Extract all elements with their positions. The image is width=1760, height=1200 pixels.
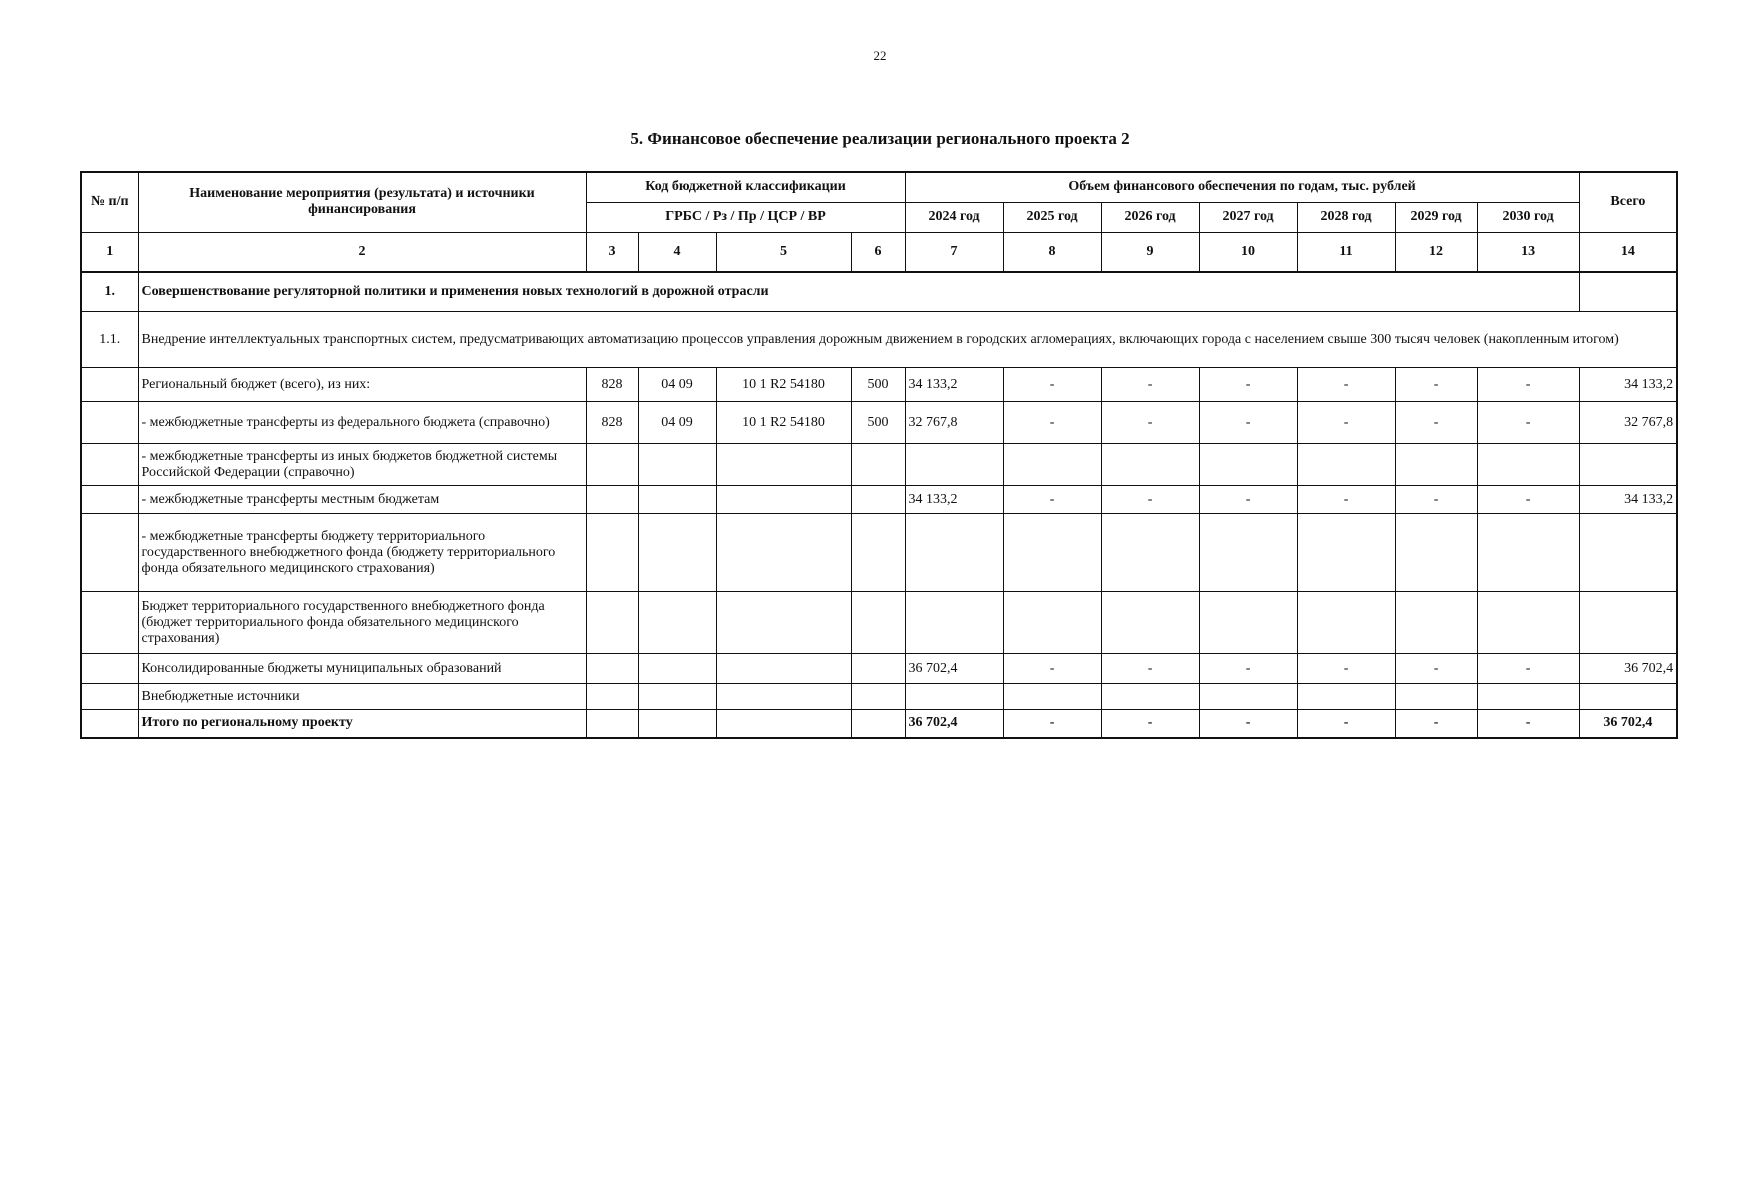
row-num-cell [81,486,138,514]
row-num-cell [81,684,138,710]
header-year: 2025 год [1003,202,1101,232]
year-value: - [1395,486,1477,514]
year-value: - [1395,402,1477,444]
row-num-cell [81,402,138,444]
year-value: - [1003,402,1101,444]
year-value: - [1477,402,1579,444]
header-year: 2027 год [1199,202,1297,232]
code-csr [716,654,851,684]
year-value: - [1297,402,1395,444]
code-grbs [586,486,638,514]
row-total [1579,684,1677,710]
year-value: - [1477,486,1579,514]
year-value [1297,514,1395,592]
row-source-name: - межбюджетные трансферты бюджету территориального государственного внебюджетного фонда (бюджету территориального фонда обязательного медицинского страхования) [138,514,586,592]
column-number: 3 [586,232,638,272]
financing-table [80,171,1678,739]
year-value: - [1101,486,1199,514]
code-vr: 500 [851,402,905,444]
value-2024 [905,592,1003,654]
code-csr: 10 1 R2 54180 [716,368,851,402]
row-source-name: Бюджет территориального государственного внебюджетного фонда (бюджет территориального фонда обязательного медицинского страхования) [138,592,586,654]
column-number: 10 [1199,232,1297,272]
code-grbs [586,592,638,654]
year-value: - [1477,654,1579,684]
year-value [1297,592,1395,654]
column-number: 11 [1297,232,1395,272]
row-source-name: Консолидированные бюджеты муниципальных образований [138,654,586,684]
section-title: Совершенствование регуляторной политики и применения новых технологий в дорожной отрасли [138,272,1579,312]
code-rz-pr [638,684,716,710]
year-value [1395,684,1477,710]
row-source-name: - межбюджетные трансферты из федерального бюджета (справочно) [138,402,586,444]
header-code-group: Код бюджетной классификации [586,172,905,202]
header-total: Всего [1579,172,1677,232]
column-number: 1 [81,232,138,272]
value-2024: 34 133,2 [905,486,1003,514]
code-vr [851,654,905,684]
column-number: 4 [638,232,716,272]
header-year: 2030 год [1477,202,1579,232]
table-row [81,654,1677,684]
code-rz-pr [638,654,716,684]
code-rz-pr [638,514,716,592]
section-num: 1. [81,272,138,312]
code-csr [716,486,851,514]
row-num-cell [81,514,138,592]
code-vr [851,486,905,514]
value-2024 [905,444,1003,486]
row-num-cell [81,654,138,684]
table-row [81,444,1677,486]
value-2024: 32 767,8 [905,402,1003,444]
column-number: 13 [1477,232,1579,272]
code-grbs [586,514,638,592]
header-year: 2028 год [1297,202,1395,232]
total-value: - [1003,710,1101,738]
year-value [1101,684,1199,710]
row-source-name: - межбюджетные трансферты из иных бюджетов бюджетной системы Российской Федерации (справочно) [138,444,586,486]
code-rz-pr [638,592,716,654]
year-value [1395,514,1477,592]
total-row [81,710,1677,738]
code-csr [716,514,851,592]
table-header [81,172,1677,232]
column-number: 5 [716,232,851,272]
year-value: - [1003,654,1101,684]
header-num: № п/п [81,172,138,232]
subsection-num: 1.1. [81,312,138,368]
header-code-sub: ГРБС / Рз / Пр / ЦСР / ВР [586,202,905,232]
value-2024: 36 702,4 [905,654,1003,684]
table-row [81,514,1677,592]
year-value: - [1101,654,1199,684]
code-rz-pr: 04 09 [638,402,716,444]
row-num-cell [81,592,138,654]
year-value [1199,444,1297,486]
year-value [1199,684,1297,710]
total-value: - [1297,710,1395,738]
row-total: 34 133,2 [1579,486,1677,514]
column-number: 14 [1579,232,1677,272]
year-value: - [1395,368,1477,402]
empty-cell [851,710,905,738]
code-grbs: 828 [586,368,638,402]
year-value: - [1199,486,1297,514]
table-row [81,486,1677,514]
row-num-cell [81,368,138,402]
year-value: - [1297,654,1395,684]
year-value [1395,444,1477,486]
code-grbs [586,654,638,684]
year-value: - [1297,486,1395,514]
year-value: - [1199,654,1297,684]
total-row-label: Итого по региональному проекту [138,710,586,738]
code-grbs: 828 [586,402,638,444]
subsection-row [81,312,1677,368]
year-value: - [1101,368,1199,402]
value-2024: 34 133,2 [905,368,1003,402]
code-vr [851,684,905,710]
total-value: - [1477,710,1579,738]
year-value [1297,684,1395,710]
value-2024 [905,684,1003,710]
value-2024 [905,514,1003,592]
subsection-title: Внедрение интеллектуальных транспортных систем, предусматривающих автоматизацию процессов управления дорожным движением в городских агломерациях, включающих города с населением свыше 300 тысяч человек (накопленным итогом) [138,312,1677,368]
year-value [1003,444,1101,486]
column-number-row [81,232,1677,272]
year-value [1101,514,1199,592]
column-number: 6 [851,232,905,272]
grand-total: 36 702,4 [1579,710,1677,738]
code-vr [851,514,905,592]
total-value: - [1101,710,1199,738]
year-value: - [1003,486,1101,514]
code-rz-pr [638,486,716,514]
code-csr [716,444,851,486]
code-vr: 500 [851,368,905,402]
table-row [81,592,1677,654]
column-number: 7 [905,232,1003,272]
row-total: 32 767,8 [1579,402,1677,444]
year-value [1477,684,1579,710]
year-value [1003,684,1101,710]
document-title: 5. Финансовое обеспечение реализации регионального проекта 2 [630,129,1130,148]
total-value-2024: 36 702,4 [905,710,1003,738]
total-value: - [1199,710,1297,738]
row-total [1579,444,1677,486]
header-year: 2029 год [1395,202,1477,232]
row-total [1579,514,1677,592]
table-row [81,684,1677,710]
column-number: 9 [1101,232,1199,272]
page-number: 22 [873,48,887,63]
table-row [81,368,1677,402]
year-value: - [1477,368,1579,402]
total-value: - [1395,710,1477,738]
year-value [1101,592,1199,654]
empty-cell [716,710,851,738]
empty-cell [1579,272,1677,312]
year-value [1101,444,1199,486]
year-value [1395,592,1477,654]
empty-cell [81,710,138,738]
year-value: - [1101,402,1199,444]
header-year: 2026 год [1101,202,1199,232]
row-total [1579,592,1677,654]
header-year: 2024 год [905,202,1003,232]
year-value: - [1199,368,1297,402]
year-value: - [1395,654,1477,684]
year-value [1003,514,1101,592]
column-number: 12 [1395,232,1477,272]
year-value: - [1297,368,1395,402]
row-source-name: Внебюджетные источники [138,684,586,710]
row-source-name: Региональный бюджет (всего), из них: [138,368,586,402]
row-total: 36 702,4 [1579,654,1677,684]
year-value [1199,514,1297,592]
header-name: Наименование мероприятия (результата) и источники финансирования [138,172,586,232]
code-csr [716,592,851,654]
year-value: - [1003,368,1101,402]
code-csr [716,684,851,710]
code-grbs [586,684,638,710]
header-years-group: Объем финансового обеспечения по годам, тыс. рублей [905,172,1579,202]
empty-cell [638,710,716,738]
column-number: 2 [138,232,586,272]
year-value [1477,444,1579,486]
row-source-name: - межбюджетные трансферты местным бюджетам [138,486,586,514]
column-number: 8 [1003,232,1101,272]
year-value [1477,514,1579,592]
code-rz-pr [638,444,716,486]
code-vr [851,444,905,486]
code-csr: 10 1 R2 54180 [716,402,851,444]
row-total: 34 133,2 [1579,368,1677,402]
table-row [81,402,1677,444]
section-row [81,272,1677,312]
code-vr [851,592,905,654]
code-rz-pr: 04 09 [638,368,716,402]
empty-cell [586,710,638,738]
year-value [1477,592,1579,654]
row-num-cell [81,444,138,486]
year-value [1199,592,1297,654]
year-value [1297,444,1395,486]
code-grbs [586,444,638,486]
year-value [1003,592,1101,654]
year-value: - [1199,402,1297,444]
